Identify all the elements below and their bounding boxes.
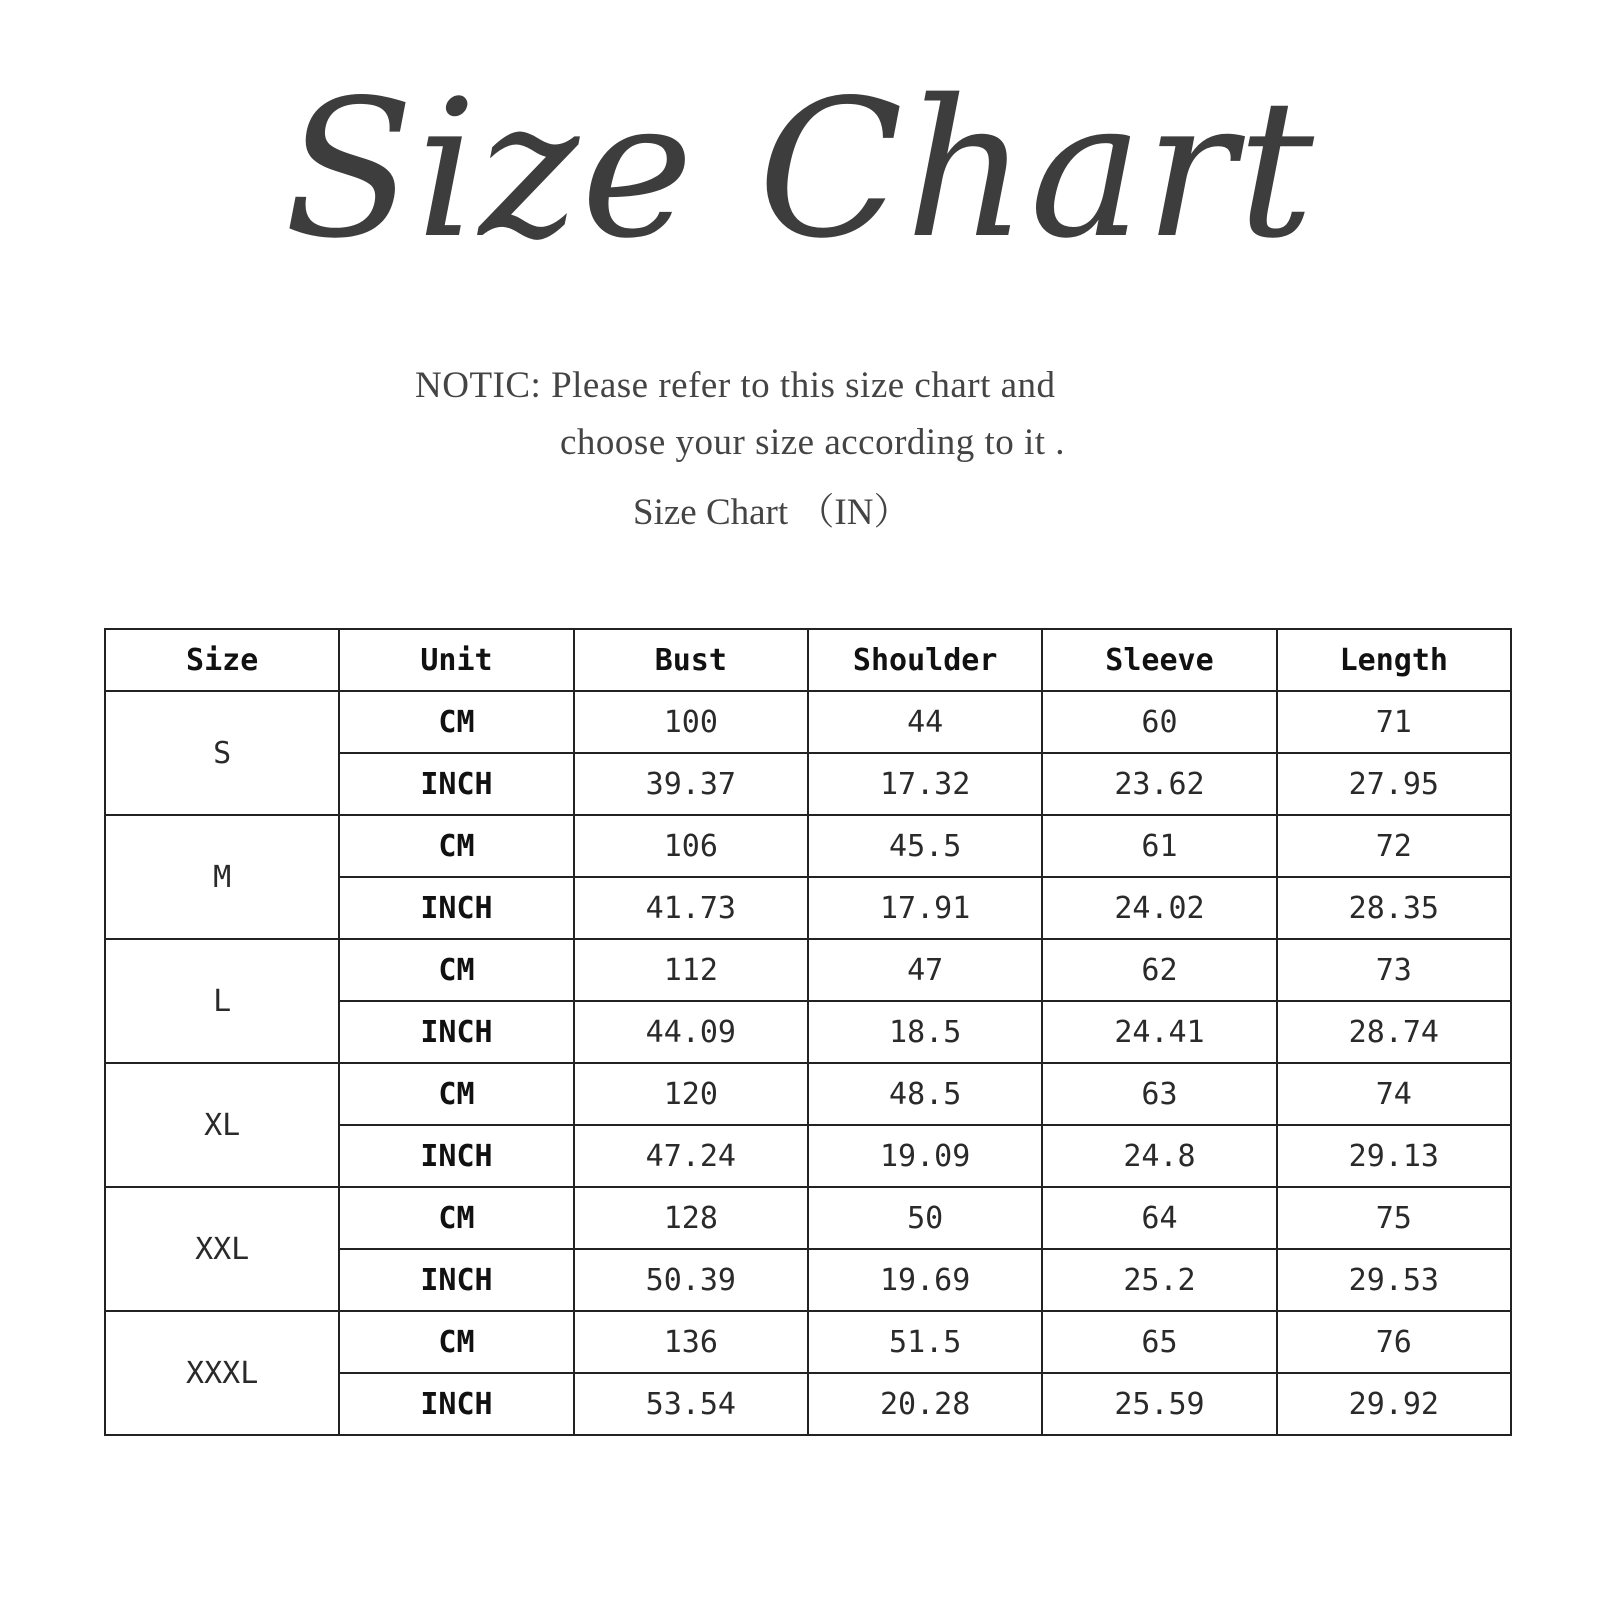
- header-length: Length: [1277, 629, 1511, 691]
- unit-inch: INCH: [339, 1373, 573, 1435]
- table-caption: Size Chart （IN）: [633, 492, 911, 533]
- unit-cm: CM: [339, 1063, 573, 1125]
- size-label: L: [105, 939, 339, 1063]
- length-value: 71: [1277, 691, 1511, 753]
- bust-value: 136: [574, 1311, 808, 1373]
- header-bust: Bust: [574, 629, 808, 691]
- size-label: XL: [105, 1063, 339, 1187]
- bust-value: 47.24: [574, 1125, 808, 1187]
- sleeve-value: 24.8: [1042, 1125, 1276, 1187]
- bust-value: 112: [574, 939, 808, 1001]
- sleeve-value: 24.41: [1042, 1001, 1276, 1063]
- unit-cm: CM: [339, 815, 573, 877]
- length-value: 73: [1277, 939, 1511, 1001]
- header-shoulder: Shoulder: [808, 629, 1042, 691]
- header-sleeve: Sleeve: [1042, 629, 1276, 691]
- shoulder-value: 18.5: [808, 1001, 1042, 1063]
- sleeve-value: 60: [1042, 691, 1276, 753]
- shoulder-value: 51.5: [808, 1311, 1042, 1373]
- shoulder-value: 45.5: [808, 815, 1042, 877]
- header-unit: Unit: [339, 629, 573, 691]
- bust-value: 106: [574, 815, 808, 877]
- bust-value: 44.09: [574, 1001, 808, 1063]
- length-value: 72: [1277, 815, 1511, 877]
- unit-inch: INCH: [339, 877, 573, 939]
- length-value: 76: [1277, 1311, 1511, 1373]
- unit-cm: CM: [339, 1187, 573, 1249]
- table-row: [105, 939, 1511, 1001]
- length-value: 74: [1277, 1063, 1511, 1125]
- bust-value: 128: [574, 1187, 808, 1249]
- length-value: 29.13: [1277, 1125, 1511, 1187]
- shoulder-value: 19.69: [808, 1249, 1042, 1311]
- shoulder-value: 44: [808, 691, 1042, 753]
- notice-line-1: NOTIC: Please refer to this size chart and: [415, 365, 1056, 406]
- unit-cm: CM: [339, 939, 573, 1001]
- sleeve-value: 25.2: [1042, 1249, 1276, 1311]
- table-header-row: [105, 629, 1511, 691]
- length-value: 28.35: [1277, 877, 1511, 939]
- bust-value: 100: [574, 691, 808, 753]
- sleeve-value: 61: [1042, 815, 1276, 877]
- shoulder-value: 20.28: [808, 1373, 1042, 1435]
- bust-value: 53.54: [574, 1373, 808, 1435]
- size-label: M: [105, 815, 339, 939]
- sleeve-value: 25.59: [1042, 1373, 1276, 1435]
- length-value: 27.95: [1277, 753, 1511, 815]
- unit-cm: CM: [339, 1311, 573, 1373]
- header-size: Size: [105, 629, 339, 691]
- bust-value: 39.37: [574, 753, 808, 815]
- size-label: S: [105, 691, 339, 815]
- table-row: [105, 691, 1511, 753]
- size-label: XXXL: [105, 1311, 339, 1435]
- shoulder-value: 17.32: [808, 753, 1042, 815]
- table-row: [105, 1187, 1511, 1249]
- bust-value: 50.39: [574, 1249, 808, 1311]
- page-title: Size Chart: [283, 59, 1317, 280]
- bust-value: 120: [574, 1063, 808, 1125]
- sleeve-value: 24.02: [1042, 877, 1276, 939]
- shoulder-value: 50: [808, 1187, 1042, 1249]
- bust-value: 41.73: [574, 877, 808, 939]
- unit-inch: INCH: [339, 753, 573, 815]
- length-value: 29.53: [1277, 1249, 1511, 1311]
- length-value: 75: [1277, 1187, 1511, 1249]
- sleeve-value: 64: [1042, 1187, 1276, 1249]
- shoulder-value: 47: [808, 939, 1042, 1001]
- size-chart-table: [104, 628, 1512, 1436]
- unit-inch: INCH: [339, 1249, 573, 1311]
- shoulder-value: 19.09: [808, 1125, 1042, 1187]
- sleeve-value: 62: [1042, 939, 1276, 1001]
- sleeve-value: 63: [1042, 1063, 1276, 1125]
- shoulder-value: 17.91: [808, 877, 1042, 939]
- length-value: 29.92: [1277, 1373, 1511, 1435]
- shoulder-value: 48.5: [808, 1063, 1042, 1125]
- sleeve-value: 65: [1042, 1311, 1276, 1373]
- unit-inch: INCH: [339, 1125, 573, 1187]
- table-row: [105, 1063, 1511, 1125]
- notice-line-2: choose your size according to it .: [560, 422, 1066, 463]
- table-row: [105, 815, 1511, 877]
- sleeve-value: 23.62: [1042, 753, 1276, 815]
- size-label: XXL: [105, 1187, 339, 1311]
- unit-inch: INCH: [339, 1001, 573, 1063]
- length-value: 28.74: [1277, 1001, 1511, 1063]
- unit-cm: CM: [339, 691, 573, 753]
- table-row: [105, 1311, 1511, 1373]
